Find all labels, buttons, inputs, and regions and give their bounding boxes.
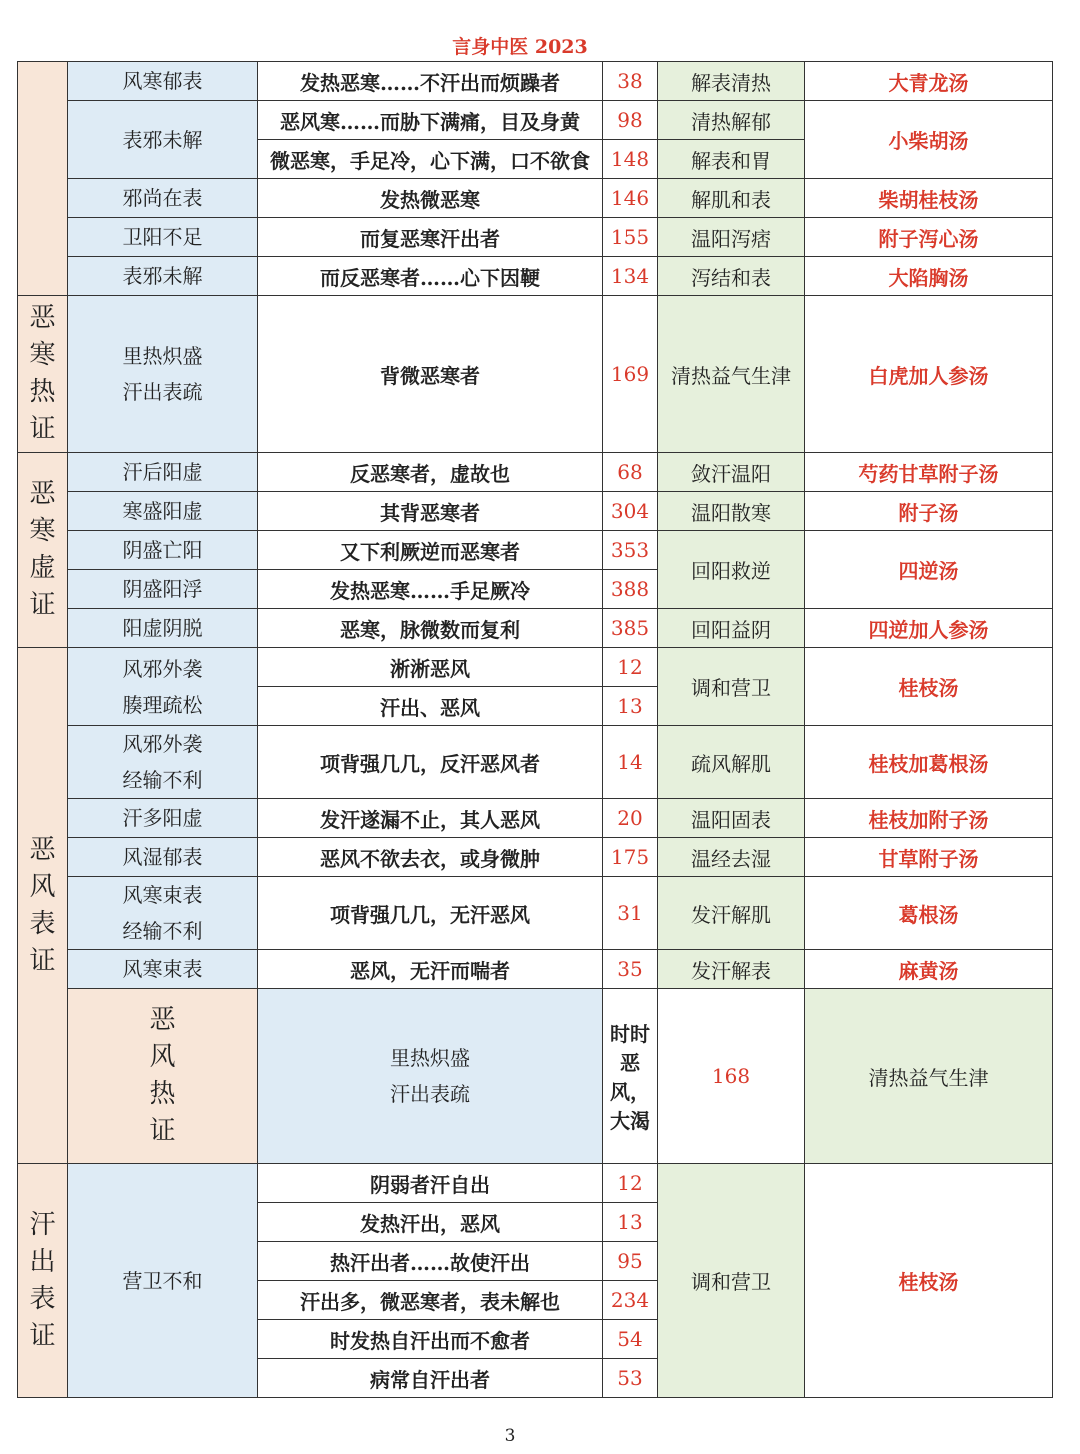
table-row xyxy=(18,950,1053,989)
pattern-line: 邪尚在表 xyxy=(122,186,203,210)
category-cell: 汗 出 表 证 xyxy=(18,1164,68,1398)
clause-number-cell: 20 xyxy=(603,799,658,838)
table-row xyxy=(18,531,1053,570)
method-cell: 温经去湿 xyxy=(658,838,805,877)
symptom-cell: 时发热自汗出而不愈者 xyxy=(258,1320,603,1359)
symptom-cell: 病常自汗出者 xyxy=(258,1359,603,1398)
method-cell: 泻结和表 xyxy=(658,257,805,296)
clause-number-cell: 35 xyxy=(603,950,658,989)
symptom-cell: 发热恶寒……不汗出而烦躁者 xyxy=(258,62,603,101)
method-cell: 清热解郁 xyxy=(658,101,805,140)
symptom-cell: 而复恶寒汗出者 xyxy=(258,218,603,257)
clause-number-cell: 175 xyxy=(603,838,658,877)
symptom-cell: 汗出多，微恶寒者，表未解也 xyxy=(258,1281,603,1320)
pattern-line: 卫阳不足 xyxy=(122,225,203,249)
pattern-line: 汗多阳虚 xyxy=(122,806,203,830)
method-cell: 调和营卫 xyxy=(658,1164,805,1398)
pattern-cell xyxy=(68,570,258,609)
symptom-cell: 恶寒，脉微数而复利 xyxy=(258,609,603,648)
method-cell: 解表清热 xyxy=(658,62,805,101)
pattern-cell xyxy=(68,453,258,492)
clause-number-cell: 385 xyxy=(603,609,658,648)
pattern-cell xyxy=(68,877,258,950)
clause-number-cell: 14 xyxy=(603,726,658,799)
pattern-line: 表邪未解 xyxy=(122,264,203,288)
category-cell: 恶 寒 虚 证 xyxy=(18,453,68,648)
syndrome-table xyxy=(17,61,1053,1398)
pattern-cell xyxy=(68,179,258,218)
table-row xyxy=(18,179,1053,218)
pattern-line: 汗出表疏 xyxy=(122,380,203,404)
symptom-cell: 热汗出者……故使汗出 xyxy=(258,1242,603,1281)
formula-cell: 桂枝汤 xyxy=(805,1164,1053,1398)
method-cell: 温阳散寒 xyxy=(658,492,805,531)
pattern-cell xyxy=(68,492,258,531)
method-cell: 清热益气生津 xyxy=(805,989,1053,1164)
pattern-line: 风寒郁表 xyxy=(122,69,203,93)
formula-cell: 四逆加人参汤 xyxy=(805,609,1053,648)
table-row xyxy=(18,62,1053,101)
clause-number-cell: 134 xyxy=(603,257,658,296)
formula-cell: 小柴胡汤 xyxy=(805,101,1053,179)
clause-number-cell: 148 xyxy=(603,140,658,179)
category-cell xyxy=(18,62,68,296)
pattern-line: 表邪未解 xyxy=(122,127,203,152)
clause-number-cell: 304 xyxy=(603,492,658,531)
formula-cell: 大陷胸汤 xyxy=(805,257,1053,296)
table-row xyxy=(18,838,1053,877)
symptom-cell: 发热微恶寒 xyxy=(258,179,603,218)
clause-number-cell: 68 xyxy=(603,453,658,492)
pattern-cell xyxy=(68,1164,258,1398)
pattern-cell xyxy=(68,609,258,648)
method-cell: 温阳泻痞 xyxy=(658,218,805,257)
pattern-line: 里热炽盛 xyxy=(390,1046,470,1070)
symptom-cell: 项背强几几，无汗恶风 xyxy=(258,877,603,950)
method-cell: 解肌和表 xyxy=(658,179,805,218)
table-row xyxy=(18,989,1053,1164)
pattern-line: 经输不利 xyxy=(122,919,203,943)
symptom-cell: 项背强几几，反汗恶风者 xyxy=(258,726,603,799)
symptom-cell: 发热恶寒……手足厥冷 xyxy=(258,570,603,609)
pattern-line: 汗出表疏 xyxy=(390,1082,470,1106)
method-cell: 疏风解肌 xyxy=(658,726,805,799)
symptom-cell: 而反恶寒者……心下因鞕 xyxy=(258,257,603,296)
formula-cell: 四逆汤 xyxy=(805,531,1053,609)
symptom-cell: 发汗遂漏不止，其人恶风 xyxy=(258,799,603,838)
clause-number-cell: 388 xyxy=(603,570,658,609)
clause-number-cell: 95 xyxy=(603,1242,658,1281)
formula-cell: 附子汤 xyxy=(805,492,1053,531)
table-row xyxy=(18,648,1053,687)
clause-number-cell: 12 xyxy=(603,1164,658,1203)
formula-cell: 芍药甘草附子汤 xyxy=(805,453,1053,492)
method-cell: 敛汗温阳 xyxy=(658,453,805,492)
symptom-cell: 恶风不欲去衣，或身微肿 xyxy=(258,838,603,877)
category-cell: 恶 风 热 证 xyxy=(68,989,258,1164)
clause-number-cell: 98 xyxy=(603,101,658,140)
clause-number-cell: 169 xyxy=(603,296,658,453)
pattern-line: 阳虚阴脱 xyxy=(122,616,203,640)
clause-number-cell: 13 xyxy=(603,687,658,726)
pattern-cell xyxy=(258,989,603,1164)
method-cell: 解表和胃 xyxy=(658,140,805,179)
clause-number-cell: 146 xyxy=(603,179,658,218)
method-cell: 回阳救逆 xyxy=(658,531,805,609)
pattern-cell xyxy=(68,62,258,101)
pattern-cell xyxy=(68,950,258,989)
pattern-line: 腠理疏松 xyxy=(122,692,203,717)
pattern-cell xyxy=(68,531,258,570)
formula-cell: 白虎加人参汤 xyxy=(805,296,1053,453)
symptom-cell: 恶风，无汗而喘者 xyxy=(258,950,603,989)
pattern-cell xyxy=(68,799,258,838)
symptom-cell: 时时恶风，大渴 xyxy=(603,989,658,1164)
pattern-line: 经输不利 xyxy=(122,768,203,792)
table-row xyxy=(18,218,1053,257)
clause-number-cell: 54 xyxy=(603,1320,658,1359)
table-row xyxy=(18,726,1053,799)
clause-number-cell: 31 xyxy=(603,877,658,950)
pattern-line: 风邪外袭 xyxy=(122,656,203,681)
symptom-cell: 背微恶寒者 xyxy=(258,296,603,453)
clause-number-cell: 234 xyxy=(603,1281,658,1320)
table-row xyxy=(18,453,1053,492)
table-row xyxy=(18,296,1053,453)
category-cell: 恶 风 表 证 xyxy=(18,648,68,1164)
category-cell: 恶 寒 热 证 xyxy=(18,296,68,453)
formula-cell: 大青龙汤 xyxy=(805,62,1053,101)
formula-cell: 附子泻心汤 xyxy=(805,218,1053,257)
table-row xyxy=(18,257,1053,296)
pattern-line: 风湿郁表 xyxy=(122,845,203,869)
symptom-cell: 其背恶寒者 xyxy=(258,492,603,531)
method-cell: 发汗解表 xyxy=(658,950,805,989)
method-cell: 调和营卫 xyxy=(658,648,805,726)
table-row xyxy=(18,799,1053,838)
formula-cell: 桂枝加葛根汤 xyxy=(805,726,1053,799)
table-row xyxy=(18,877,1053,950)
formula-cell: 桂枝汤 xyxy=(805,648,1053,726)
clause-number-cell: 155 xyxy=(603,218,658,257)
formula-cell: 麻黄汤 xyxy=(805,950,1053,989)
document-header: 言身中医 2023 xyxy=(452,36,588,58)
pattern-line: 里热炽盛 xyxy=(122,344,203,368)
clause-number-cell: 13 xyxy=(603,1203,658,1242)
pattern-line: 风寒束表 xyxy=(122,883,203,907)
symptom-cell: 恶风寒……而胁下满痛，目及身黄 xyxy=(258,101,603,140)
method-cell: 温阳固表 xyxy=(658,799,805,838)
pattern-cell xyxy=(68,296,258,453)
pattern-cell xyxy=(68,648,258,726)
pattern-cell xyxy=(68,257,258,296)
formula-cell: 葛根汤 xyxy=(805,877,1053,950)
pattern-line: 汗后阳虚 xyxy=(122,460,203,484)
formula-cell: 柴胡桂枝汤 xyxy=(805,179,1053,218)
clause-number-cell: 12 xyxy=(603,648,658,687)
pattern-cell xyxy=(68,838,258,877)
symptom-cell: 反恶寒者，虚故也 xyxy=(258,453,603,492)
symptom-cell: 发热汗出，恶风 xyxy=(258,1203,603,1242)
page-number: 3 xyxy=(504,1426,516,1446)
symptom-cell: 汗出、恶风 xyxy=(258,687,603,726)
symptom-cell: 微恶寒，手足冷，心下满，口不欲食 xyxy=(258,140,603,179)
symptom-cell: 又下利厥逆而恶寒者 xyxy=(258,531,603,570)
pattern-line: 阴盛亡阳 xyxy=(122,538,203,562)
pattern-line: 阴盛阳浮 xyxy=(122,577,203,601)
table-row xyxy=(18,492,1053,531)
formula-cell: 桂枝加附子汤 xyxy=(805,799,1053,838)
symptom-cell: 淅淅恶风 xyxy=(258,648,603,687)
pattern-cell xyxy=(68,218,258,257)
pattern-line: 风寒束表 xyxy=(122,957,203,981)
table-row xyxy=(18,1164,1053,1203)
pattern-line: 营卫不和 xyxy=(122,1268,203,1293)
table-row xyxy=(18,609,1053,648)
method-cell: 清热益气生津 xyxy=(658,296,805,453)
method-cell: 回阳益阴 xyxy=(658,609,805,648)
clause-number-cell: 53 xyxy=(603,1359,658,1398)
method-cell: 发汗解肌 xyxy=(658,877,805,950)
pattern-cell xyxy=(68,101,258,179)
clause-number-cell: 353 xyxy=(603,531,658,570)
formula-cell: 甘草附子汤 xyxy=(805,838,1053,877)
pattern-line: 寒盛阳虚 xyxy=(122,499,203,523)
table-row xyxy=(18,101,1053,140)
clause-number-cell: 38 xyxy=(603,62,658,101)
clause-number-cell: 168 xyxy=(658,989,805,1164)
pattern-line: 风邪外袭 xyxy=(122,732,203,756)
symptom-cell: 阴弱者汗自出 xyxy=(258,1164,603,1203)
pattern-cell xyxy=(68,726,258,799)
